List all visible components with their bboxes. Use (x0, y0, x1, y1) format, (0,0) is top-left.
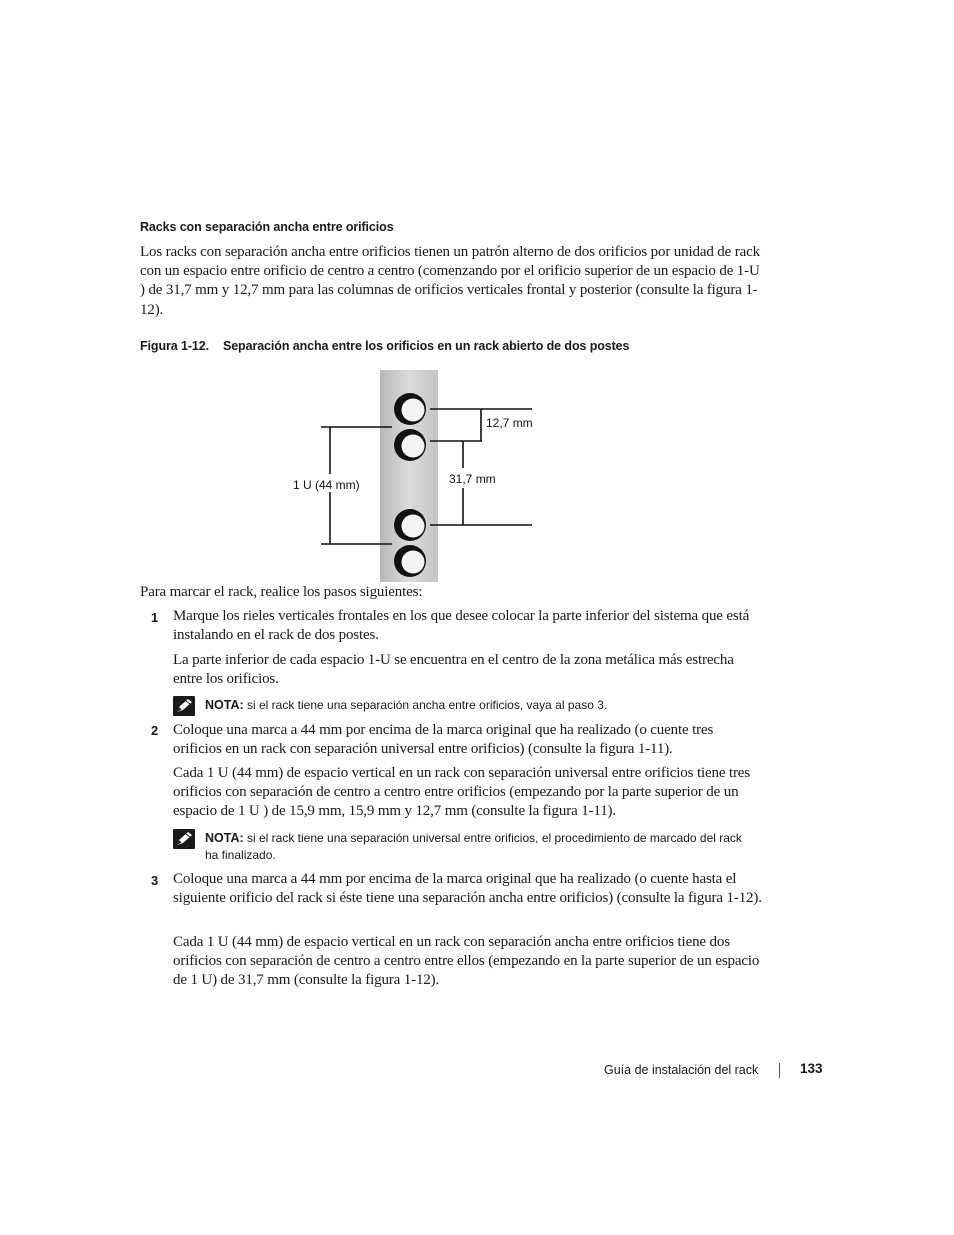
rack-hole-diagram (285, 368, 545, 582)
section-heading: Racks con separación ancha entre orificios (140, 220, 394, 234)
hole-2 (394, 429, 426, 461)
note-label: NOTA: (205, 831, 244, 845)
note-body: si el rack tiene una separación universal entre orificios, el procedimiento de marcado del rack ha finalizado. (205, 831, 742, 862)
step-detail: Cada 1 U (44 mm) de espacio vertical en un rack con separación universal entre orificios tiene tres orificios con separación de centro a centro entre orificios (empezando por la parte superior de un espacio de 1 U ) de 15,9 mm, 15,9 mm y 12,7 mm (consulte la figura 1-11). (173, 765, 750, 820)
note-label: NOTA: (205, 698, 244, 712)
figure-title: Separación ancha entre los orificios en un rack abierto de dos postes (222, 339, 630, 353)
hole-3 (394, 509, 426, 541)
hole-1 (394, 393, 426, 425)
note-pencil-icon (173, 829, 195, 849)
steps-lead: Para marcar el rack, realice los pasos siguientes: (140, 584, 423, 600)
page-number: 133 (800, 1061, 823, 1076)
intro-paragraph: Los racks con separación ancha entre orificios tienen un patrón alterno de dos orificios por unidad de rack con un espacio entre orificio de centro a centro (comenzando por el orificio superior de un espacio de 1-U ) de 31,7 mm y 12,7 mm para las columnas de orificios verticales frontal y posterior (consulte la figura 1-12). (140, 244, 760, 318)
footer-title: Guía de instalación del rack (604, 1063, 759, 1077)
step-text: Coloque una marca a 44 mm por encima de la marca original que ha realizado (o cuente tres orificios en un rack con separación universal entre orificios) (consulte la figura 1-11). (173, 722, 714, 758)
figure-caption (140, 339, 629, 353)
step-text: Coloque una marca a 44 mm por encima de la marca original que ha realizado (o cuente hasta el siguiente orificio del rack si éste tiene una separación ancha entre orificios) (consulte la figura 1-12). (173, 871, 762, 907)
label-large-gap: 31,7 mm (449, 472, 496, 486)
footer-separator (779, 1063, 780, 1078)
note-body: si el rack tiene una separación ancha entre orificios, vaya al paso 3. (247, 698, 608, 712)
note-pencil-icon (173, 696, 195, 716)
hole-4 (394, 545, 426, 577)
step-number: 1 (151, 610, 159, 625)
step-number: 3 (151, 873, 159, 888)
step-number: 2 (151, 723, 159, 738)
figure-number: Figura 1-12. (140, 339, 209, 353)
label-unit: 1 U (44 mm) (293, 478, 360, 492)
label-small-gap: 12,7 mm (486, 416, 533, 430)
step-detail: Cada 1 U (44 mm) de espacio vertical en un rack con separación ancha entre orificios tiene dos orificios con separación de centro a centro entre ellos (empezando en la parte superior de un espacio de 1 U) de 31,7 mm (consulte la figura 1-12). (173, 934, 760, 989)
note (205, 697, 745, 714)
step-text: Marque los rieles verticales frontales en los que desee colocar la parte inferior del sistema que está instalando en el rack de dos postes. (173, 608, 750, 644)
step-detail: La parte inferior de cada espacio 1-U se encuentra en el centro de la zona metálica más estrecha entre los orificios. (173, 652, 734, 688)
note (205, 830, 745, 864)
